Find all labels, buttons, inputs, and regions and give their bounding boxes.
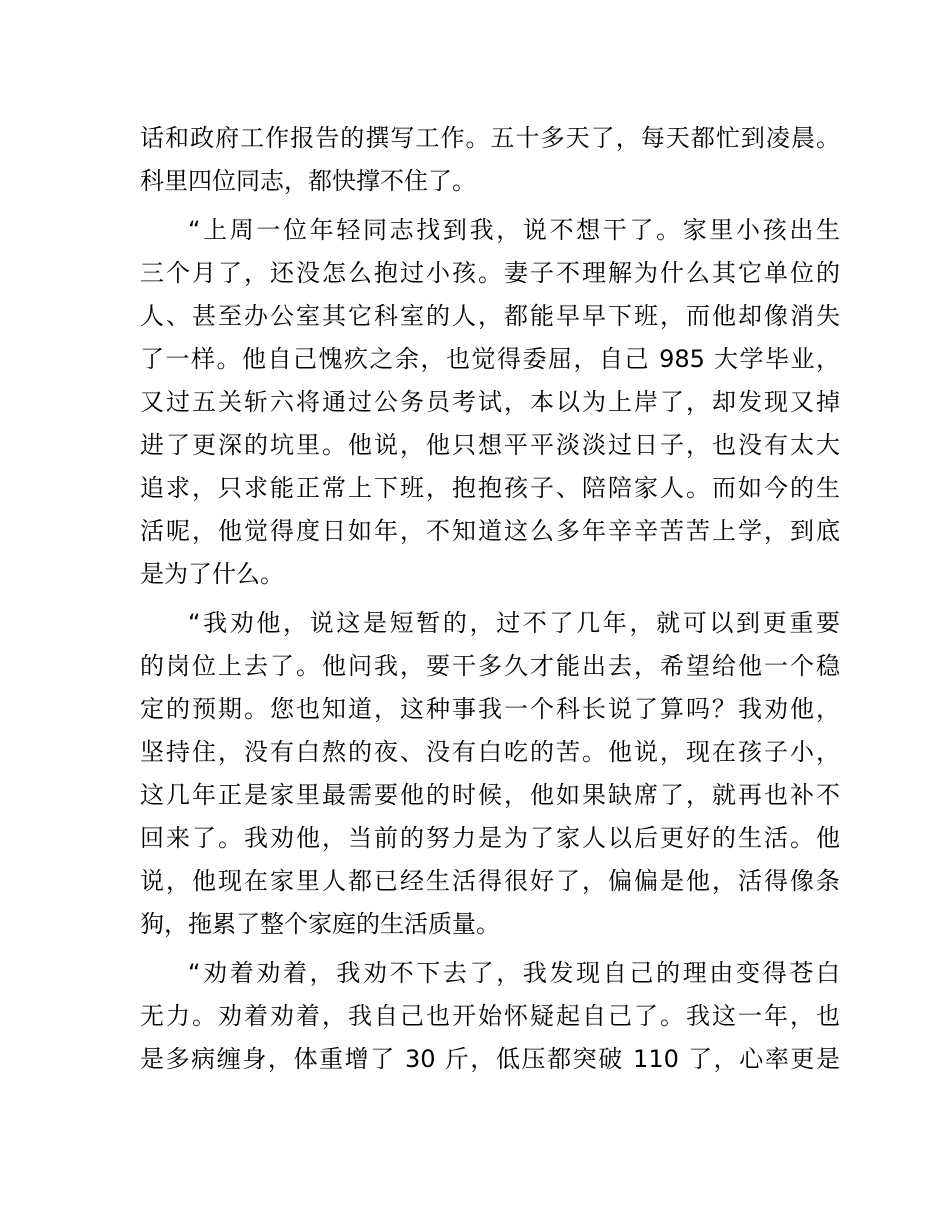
text-line: 活呢，他觉得度日如年，不知道这么多年辛辛苦苦上学，到底	[140, 517, 840, 545]
text-line: 无力。劝着劝着，我自己也开始怀疑起自己了。我这一年，也	[140, 1002, 840, 1030]
text-line: 人、甚至办公室其它科室的人，都能早早下班，而他却像消失	[140, 302, 840, 330]
paragraph	[140, 602, 840, 946]
text-line: 科里四位同志，都快撑不住了。	[140, 167, 476, 195]
text-line: 追求，只求能正常上下班，抱抱孩子、陪陪家人。而如今的生	[140, 474, 840, 502]
paragraph	[140, 952, 840, 1081]
text-line: 是为了什么。	[140, 560, 284, 588]
text-line: 这几年正是家里最需要他的时候，他如果缺席了，就再也补不	[140, 781, 840, 809]
text-line: 话和政府工作报告的撰写工作。五十多天了，每天都忙到凌晨。	[140, 124, 840, 152]
text-line: “劝着劝着，我劝不下去了，我发现自己的理由变得苍白	[188, 959, 840, 987]
text-line: 了一样。他自己愧疚之余，也觉得委屈，自己 985 大学毕业，	[140, 345, 840, 373]
paragraph	[140, 117, 840, 203]
text-line: “我劝他，说这是短暂的，过不了几年，就可以到更重要	[188, 609, 840, 637]
document-body	[140, 117, 840, 1081]
text-line: “上周一位年轻同志找到我，说不想干了。家里小孩出生	[188, 216, 840, 244]
text-line: 回来了。我劝他，当前的努力是为了家人以后更好的生活。他	[140, 824, 840, 852]
text-line: 是多病缠身，体重增了 30 斤，低压都突破 110 了，心率更是	[140, 1045, 840, 1073]
text-line: 说，他现在家里人都已经生活得很好了，偏偏是他，活得像条	[140, 867, 840, 895]
text-line: 的岗位上去了。他问我，要干多久才能出去，希望给他一个稳	[140, 652, 840, 680]
text-line: 又过五关斩六将通过公务员考试，本以为上岸了，却发现又掉	[140, 388, 840, 416]
paragraph	[140, 209, 840, 596]
text-line: 定的预期。您也知道，这种事我一个科长说了算吗？我劝他，	[140, 695, 840, 723]
text-line: 坚持住，没有白熬的夜、没有白吃的苦。他说，现在孩子小，	[140, 738, 840, 766]
text-line: 进了更深的坑里。他说，他只想平平淡淡过日子，也没有太大	[140, 431, 840, 459]
text-line: 三个月了，还没怎么抱过小孩。妻子不理解为什么其它单位的	[140, 259, 840, 287]
text-line: 狗，拖累了整个家庭的生活质量。	[140, 910, 500, 938]
